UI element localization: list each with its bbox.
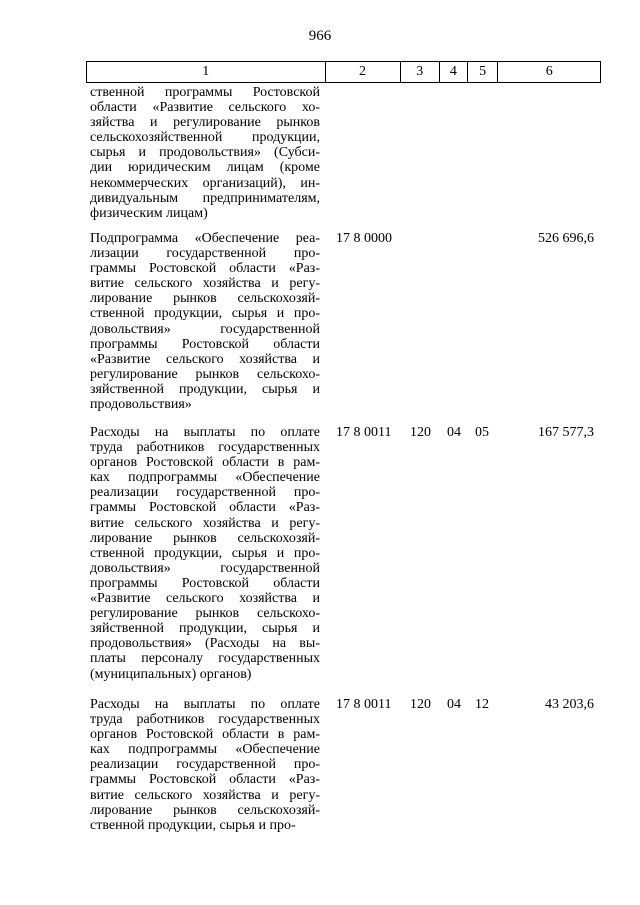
header-col-4: 4 xyxy=(440,62,468,83)
description-line: лирование рынков сельскохозяй- xyxy=(90,291,320,307)
description-line: ках подпрограммы «Обеспечение xyxy=(90,742,320,758)
description-line: зяйственной продукции, сырья и xyxy=(90,621,320,637)
description-line: дии юридическим лицам (кроме xyxy=(90,160,320,176)
description-line: дивидуальным предпринимателям, xyxy=(90,190,320,206)
description-line: труда работников государственных xyxy=(90,440,320,456)
description-line: зяйственной продукции, сырья и xyxy=(90,381,320,397)
description-line: лирование рынков сельскохозяй- xyxy=(90,530,320,546)
description-line: лирование рынков сельскохозяй- xyxy=(90,802,320,818)
page-number: 966 xyxy=(308,28,332,44)
amount: 167 577,3 xyxy=(538,425,594,440)
description-line: граммы Ростовской области «Раз- xyxy=(90,261,320,277)
description-line: продовольствия» (Расходы на вы- xyxy=(90,636,320,652)
description-line: граммы Ростовской области «Раз- xyxy=(90,500,320,516)
description-line: программы Ростовской области xyxy=(90,575,320,591)
expense-type: 120 xyxy=(410,697,431,712)
description-line: витие сельского хозяйства и регу- xyxy=(90,515,320,531)
description-line: сельскохозяйственной продукции, xyxy=(90,130,320,146)
description-line: ках подпрограммы «Обеспечение xyxy=(90,470,320,486)
description-line: программы Ростовской области xyxy=(90,336,320,352)
description-line: лизации государственной про- xyxy=(90,246,320,262)
subsection: 12 xyxy=(475,697,489,712)
description-line: Расходы на выплаты по оплате xyxy=(90,697,320,712)
description-line: области «Развитие сельского хо- xyxy=(90,100,320,116)
description-line: органов Ростовской области в рам- xyxy=(90,455,320,471)
header-col-5: 5 xyxy=(467,62,498,83)
subsection: 05 xyxy=(475,425,489,440)
description-line: сырья и продовольствия» (Субси- xyxy=(90,145,320,161)
description-line: органов Ростовской области в рам- xyxy=(90,727,320,743)
description-line: ственной программы Ростовской xyxy=(90,85,320,100)
description-line: продовольствия» xyxy=(90,397,192,413)
description-line: регулирование рынков сельскохо- xyxy=(90,366,320,382)
description-line: некоммерческих организаций), ин- xyxy=(90,175,320,191)
description-line: ственной продукции, сырья и про- xyxy=(90,817,296,833)
description-line: граммы Ростовской области «Раз- xyxy=(90,772,320,788)
target-code: 17 8 0000 xyxy=(336,231,392,246)
description-line: платы персоналу государственных xyxy=(90,651,320,667)
description-line: зяйства и регулирование рынков xyxy=(90,115,320,131)
description-line: довольствия» государственной xyxy=(90,321,320,337)
description-line: реализации государственной про- xyxy=(90,485,320,501)
row-description xyxy=(90,425,320,682)
header-col-6: 6 xyxy=(498,62,601,83)
description-line: довольствия» государственной xyxy=(90,560,320,576)
expense-type: 120 xyxy=(410,425,431,440)
table-header xyxy=(86,61,601,83)
description-line: реализации государственной про- xyxy=(90,757,320,773)
description-line: Расходы на выплаты по оплате xyxy=(90,425,320,440)
amount: 526 696,6 xyxy=(538,231,594,246)
section: 04 xyxy=(447,697,461,712)
target-code: 17 8 0011 xyxy=(336,425,392,440)
description-line: регулирование рынков сельскохо- xyxy=(90,606,320,622)
description-line: витие сельского хозяйства и регу- xyxy=(90,787,320,803)
description-line: (муниципальных) органов) xyxy=(90,666,252,682)
description-line: ственной продукции, сырья и про- xyxy=(90,545,320,561)
section: 04 xyxy=(447,425,461,440)
description-line: физическим лицам) xyxy=(90,205,208,221)
header-col-2: 2 xyxy=(325,62,400,83)
target-code: 17 8 0011 xyxy=(336,697,392,712)
description-line: ственной продукции, сырья и про- xyxy=(90,306,320,322)
description-line: труда работников государственных xyxy=(90,712,320,728)
row-description xyxy=(90,697,320,833)
description-line: витие сельского хозяйства и регу- xyxy=(90,276,320,292)
header-col-1: 1 xyxy=(87,62,326,83)
description-line: Подпрограмма «Обеспечение реа- xyxy=(90,231,320,246)
amount: 43 203,6 xyxy=(545,697,594,712)
header-col-3: 3 xyxy=(400,62,440,83)
description-line: «Развитие сельского хозяйства и xyxy=(90,351,320,367)
row-description xyxy=(90,85,320,221)
description-line: «Развитие сельского хозяйства и xyxy=(90,591,320,607)
row-description xyxy=(90,231,320,412)
